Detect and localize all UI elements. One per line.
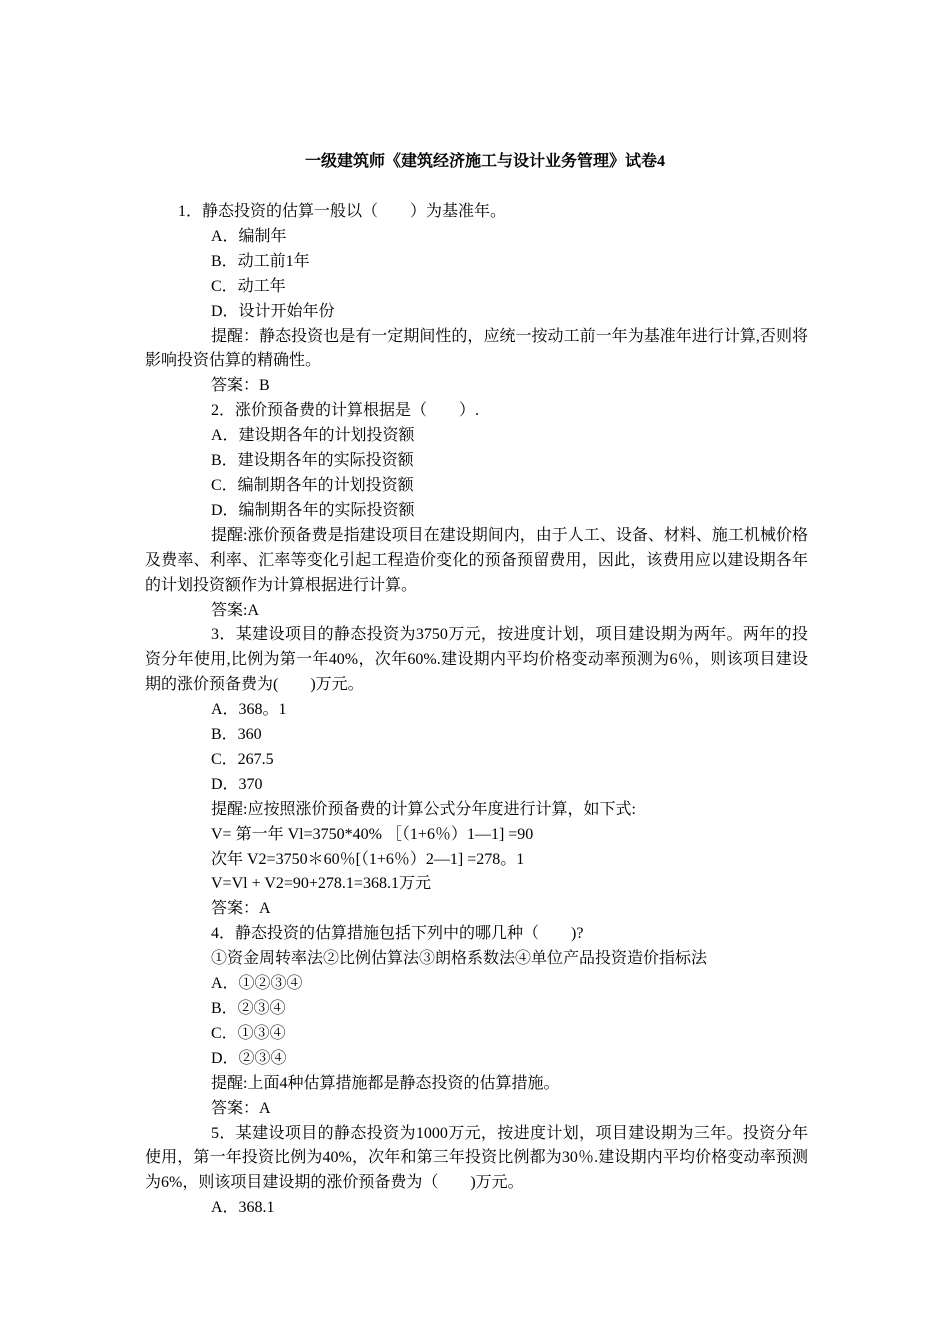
answer: 答案：A — [211, 900, 271, 918]
option-a: A．编制年 — [211, 227, 287, 245]
option-c: C．动工年 — [211, 277, 286, 295]
option-d: D．②③④ — [211, 1049, 287, 1067]
formula-line: V= 第一年 Vl=3750*40% ［（1+6％）1—1] =90 — [211, 825, 534, 843]
hint: 提醒：静态投资也是有一定期间性的，应统一按动工前一年为基准年进行计算,否则将影响投资估算的精确性。 — [145, 327, 808, 370]
option-a: A．①②③④ — [211, 975, 303, 993]
option-d: D．设计开始年份 — [211, 302, 335, 320]
question-3: 3．某建设项目的静态投资为3750万元，按进度计划，项目建设期为两年。两年的投资分年使用,比例为第一年40%，次年60%.建设期内平均价格变动率预测为6％，则该项目建设期的涨价预备费为( )万元。 — [145, 626, 808, 694]
method-list: ①资金周转率法②比例估算法③朗格系数法④单位产品投资造价指标法 — [211, 950, 708, 968]
hint: 提醒:涨价预备费是指建设项目在建设期间内，由于人工、设备、材料、施工机械价格及费率、利率、汇率等变化引起工程造价变化的预备预留费用，因此，该费用应以建设期各年的计划投资额作为计算根据进行计算。 — [145, 526, 808, 594]
option-b: B．动工前1年 — [211, 252, 310, 270]
answer: 答案：B — [211, 377, 270, 395]
answer: 答案：A — [211, 1099, 271, 1117]
formula-line: 次年 V2=3750＊60％[（1+6％）2—1] =278。1 — [211, 850, 525, 868]
question-4: 4．静态投资的估算措施包括下列中的哪几种（ )? — [211, 925, 584, 943]
option-a: A．368。1 — [211, 701, 287, 719]
option-c: C．①③④ — [211, 1024, 286, 1042]
option-b: B．建设期各年的实际投资额 — [211, 452, 414, 470]
question-5: 5．某建设项目的静态投资为1000万元，按进度计划，项目建设期为三年。投资分年使用，第一年投资比例为40%，次年和第三年投资比例都为30％.建设期内平均价格变动率预测为6%，则该项目建设期的涨价预备费为（ )万元。 — [145, 1124, 808, 1192]
option-b: B．360 — [211, 726, 262, 744]
option-a: A．368.1 — [211, 1199, 275, 1217]
page-title: 一级建筑师《建筑经济施工与设计业务管理》试卷4 — [304, 153, 665, 170]
question-2: 2．涨价预备费的计算根据是（ ）. — [211, 402, 480, 420]
hint: 提醒:应按照涨价预备费的计算公式分年度进行计算，如下式: — [211, 800, 636, 818]
formula-line: V=Vl + V2=90+278.1=368.1万元 — [211, 875, 431, 893]
option-c: C．编制期各年的计划投资额 — [211, 476, 414, 494]
option-d: D．编制期各年的实际投资额 — [211, 501, 415, 519]
option-d: D．370 — [211, 775, 263, 793]
answer: 答案:A — [211, 601, 260, 619]
question-1: 1．静态投资的估算一般以（ ）为基准年。 — [178, 203, 507, 220]
option-b: B．②③④ — [211, 1000, 286, 1017]
hint: 提醒:上面4种估算措施都是静态投资的估算措施。 — [211, 1074, 560, 1092]
document-body — [145, 200, 808, 1221]
option-c: C．267.5 — [211, 750, 274, 768]
option-a: A．建设期各年的计划投资额 — [211, 427, 415, 445]
